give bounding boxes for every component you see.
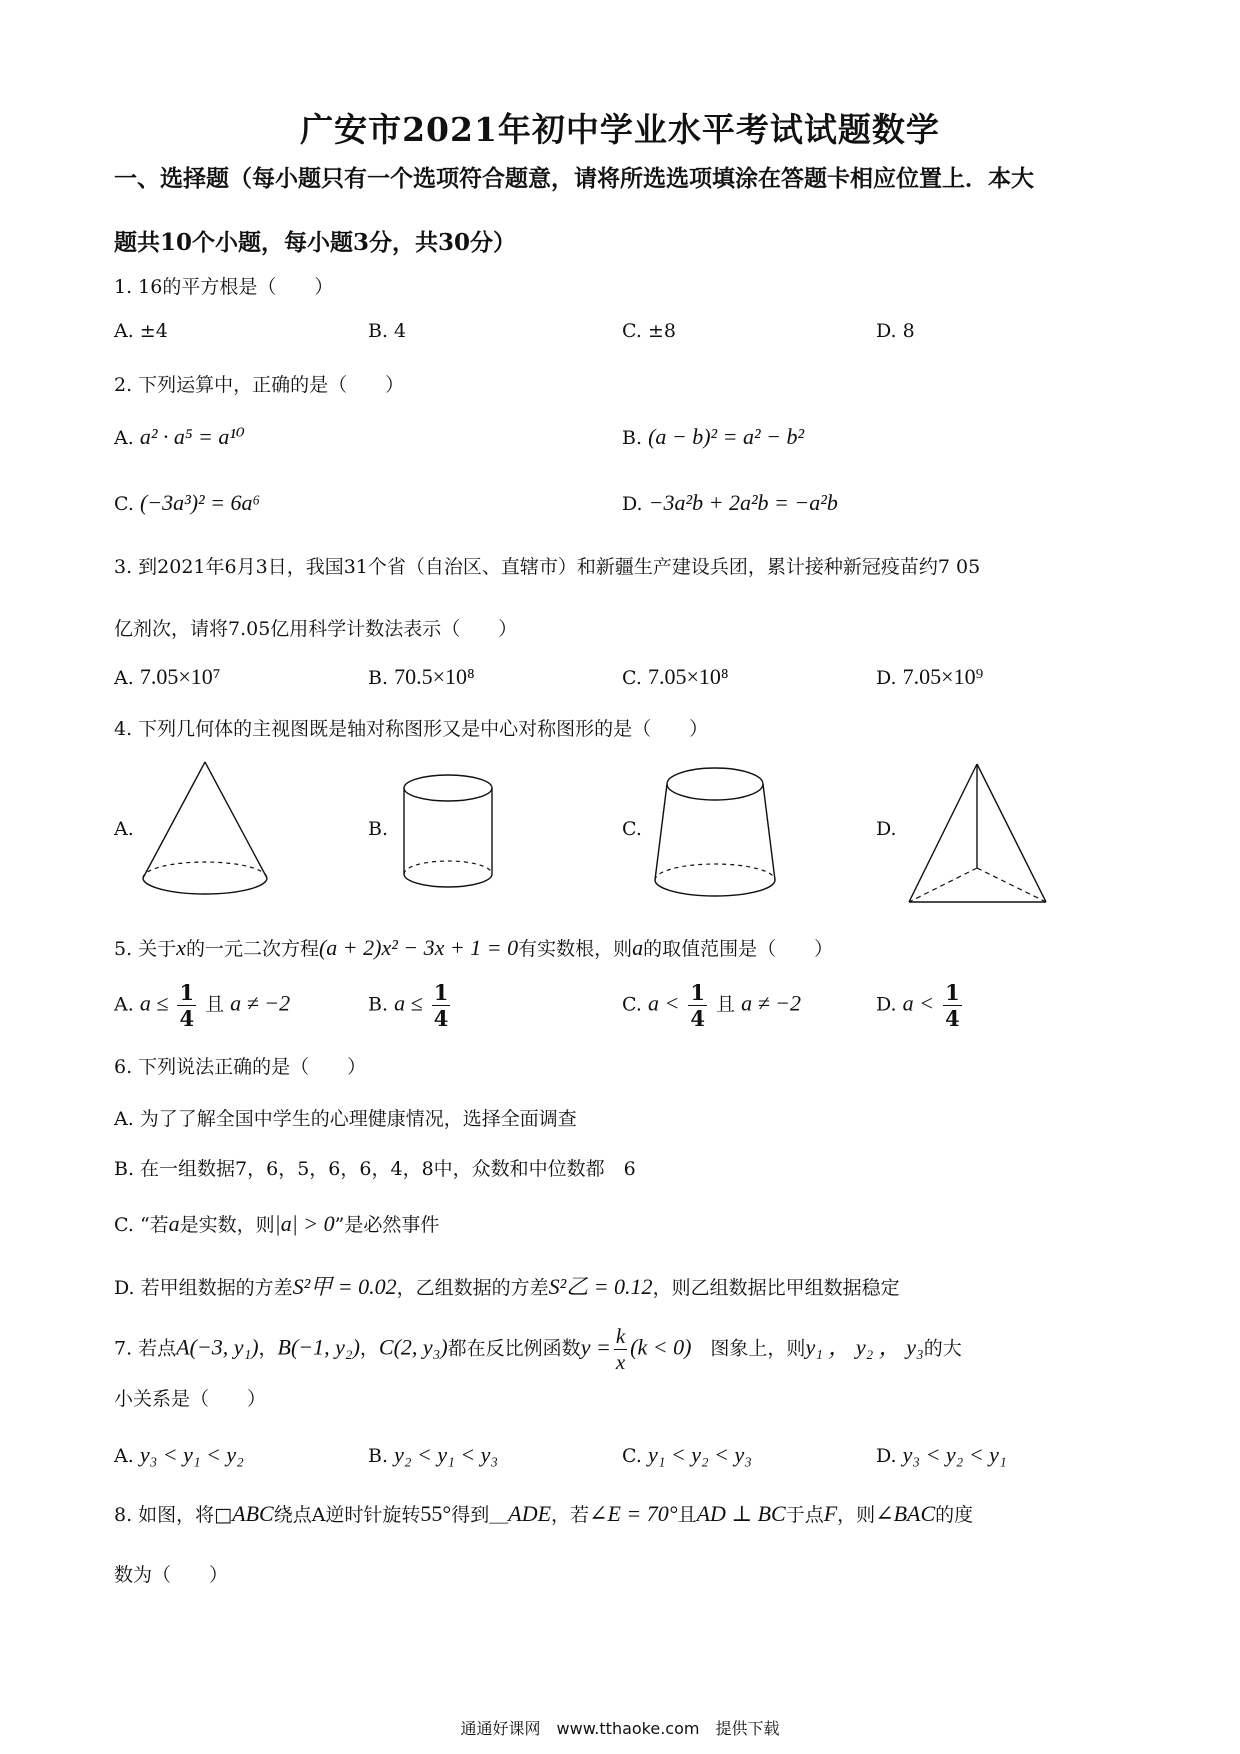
option-expression: (a − b)² = a² − b² (648, 424, 805, 449)
question-1-option-b: B. 4 (368, 320, 407, 342)
question-2-option-b (622, 424, 804, 450)
inequality: a < (647, 990, 680, 1016)
option-label: B. (622, 427, 643, 449)
denominator: 4 (690, 1006, 705, 1031)
stem-text: 于点 (785, 1504, 824, 1526)
option-label: D. (876, 993, 897, 1016)
numerator: 1 (179, 980, 195, 1005)
stem-text: 8. 如图，将□ (114, 1504, 233, 1526)
question-3-option-b (368, 664, 475, 690)
question-3-stem-line1: 3. 到2021年6月3日，我国31个省（自治区、直辖市）和新疆生产建设兵团，累计接种新冠疫苗约7 05 (114, 556, 981, 578)
numerator: 1 (690, 980, 705, 1005)
option-label: C. (622, 993, 642, 1016)
question-5-option-a (114, 982, 290, 1029)
question-7-option-d (876, 1442, 1007, 1468)
option-expression: 7.05×10⁸ (647, 664, 729, 689)
numerator: k (615, 1324, 626, 1348)
angle-value: 55° (420, 1501, 452, 1526)
stem-text: 5. 关于 (114, 938, 177, 960)
option-label: A. (114, 667, 134, 689)
point-a: A(−3, y₁) (176, 1334, 259, 1360)
stem-text: 得到＿ (451, 1504, 509, 1526)
option-label: C. (622, 667, 642, 689)
option-expression: (−3a³)² = 6a⁶ (139, 490, 261, 515)
function-condition: (k < 0) (630, 1334, 692, 1360)
numerator: 1 (945, 980, 960, 1005)
option-label: D. (876, 667, 897, 689)
option-label: B. (368, 667, 389, 689)
option-expression: 7.05×10⁷ (139, 664, 221, 689)
option-label: C. (114, 493, 134, 515)
option-label: A. (114, 993, 134, 1016)
question-5-stem (114, 934, 833, 961)
option-expression: −3a²b + 2a²b = −a²b (648, 490, 838, 515)
question-3-option-d (876, 664, 983, 690)
cone-figure (140, 760, 270, 905)
fraction (943, 982, 962, 1029)
variable-x: x (176, 935, 186, 960)
stem-text: 都在反比例函数 (447, 1337, 581, 1360)
question-8-stem-line1 (114, 1500, 973, 1527)
angle-bac: ∠BAC (875, 1501, 936, 1526)
inequality: a ≠ −2 (741, 990, 802, 1016)
question-7-option-a (114, 1442, 244, 1468)
option-label: B. (368, 993, 389, 1016)
stem-text: ，则 (837, 1504, 876, 1526)
denominator: 4 (433, 1006, 449, 1031)
question-2-stem: 2. 下列运算中，正确的是（ ） (114, 374, 405, 396)
stem-text: 的大 (923, 1337, 962, 1360)
question-6-option-c (114, 1210, 439, 1237)
section-heading-line1: 一、选择题（每小题只有一个选项符合题意，请将所选选项填涂在答题卡相应位置上．本大 (114, 165, 1034, 192)
point-f: F (823, 1501, 838, 1526)
question-7-option-b (368, 1442, 498, 1468)
function-lhs: y = (580, 1334, 611, 1360)
denominator: x (615, 1350, 626, 1374)
question-1-option-a: A. ±4 (114, 320, 168, 342)
question-5-option-d (876, 982, 965, 1029)
section-heading-line2: 题共10个小题，每小题3分，共30分） (114, 229, 517, 256)
separator: ， (359, 1337, 379, 1360)
question-8-stem-line2: 数为（ ） (114, 1564, 229, 1586)
fraction (688, 982, 707, 1029)
question-1-option-d: D. 8 (876, 320, 915, 342)
equation: (a + 2)x² − 3x + 1 = 0 (318, 935, 519, 960)
pyramid-figure (905, 760, 1050, 910)
stem-text: 的度 (935, 1504, 974, 1526)
question-4-option-b-label: B. (368, 818, 389, 840)
option-text: 是实数，则 (179, 1214, 275, 1236)
question-4-option-c-label: C. (622, 818, 642, 840)
option-expression: y₁ < y₂ < y₃ (647, 1442, 752, 1467)
question-4-option-a-label: A. (114, 818, 134, 840)
inequality: a ≤ (139, 990, 169, 1016)
and-text: 且 (716, 993, 736, 1016)
triangle-ade: ADE (508, 1501, 552, 1526)
option-text: C. “若 (114, 1214, 169, 1236)
question-4-stem: 4. 下列几何体的主视图既是轴对称图形又是中心对称图形的是（ ） (114, 718, 709, 740)
question-2-option-d (622, 490, 838, 516)
option-expression: y₂ < y₁ < y₃ (394, 1442, 498, 1467)
option-label: B. (368, 1445, 389, 1467)
option-label: D. (876, 1445, 897, 1467)
option-expression: a² · a⁵ = a¹⁰ (139, 424, 245, 449)
stem-text: 的一元二次方程 (185, 938, 319, 960)
question-3-option-c (622, 664, 729, 690)
variance-expression: S²乙 = 0.12 (548, 1274, 653, 1299)
denominator: 4 (945, 1006, 960, 1031)
point-c: C(2, y₃) (378, 1334, 448, 1360)
question-6-option-a: A. 为了了解全国中学生的心理健康情况，选择全面调查 (114, 1108, 577, 1130)
numerator: 1 (433, 980, 449, 1005)
and-text: 且 (205, 993, 225, 1016)
question-3-stem-line2: 亿剂次，请将7.05亿用科学计数法表示（ ） (114, 618, 518, 640)
function-fraction (614, 1326, 627, 1373)
footer-watermark: 通通好课网 www.tthaoke.com 提供下载 (460, 1719, 780, 1738)
question-7-stem-line2: 小关系是（ ） (114, 1388, 267, 1410)
stem-text: 且 (677, 1504, 697, 1526)
option-label: A. (114, 427, 134, 449)
stem-text: 图象上，则 (710, 1337, 806, 1360)
question-6-option-d (114, 1270, 900, 1301)
question-4-option-d-label: D. (876, 818, 897, 840)
question-1-option-c: C. ±8 (622, 320, 676, 342)
option-label: A. (114, 1445, 134, 1467)
point-b: B(−1, y₂) (277, 1334, 360, 1360)
page-title: 广安市2021年初中学业水平考试试题数学 (300, 110, 940, 149)
fraction (177, 982, 196, 1029)
y-values: y₁ ， y₂ ， y₃ (805, 1334, 924, 1360)
variable-a: a (632, 935, 644, 960)
option-text: D. 若甲组数据的方差 (114, 1277, 293, 1299)
inequality: |a| > 0 (274, 1211, 335, 1236)
question-2-option-a (114, 424, 245, 450)
option-text: ，则乙组数据比甲组数据稳定 (652, 1277, 900, 1299)
variance-expression: S²甲 = 0.02 (292, 1274, 397, 1299)
cylinder-figure (400, 772, 500, 892)
question-3-option-a (114, 664, 220, 690)
perpendicular: AD ⊥ BC (696, 1501, 786, 1526)
stem-text: 绕点A逆时针旋转 (273, 1504, 421, 1526)
option-text: ，乙组数据的方差 (396, 1277, 549, 1299)
separator: ， (258, 1337, 278, 1360)
fraction (432, 982, 451, 1029)
option-label: C. (622, 1445, 642, 1467)
triangle-abc: ABC (232, 1501, 274, 1526)
option-expression: 7.05×10⁹ (902, 664, 984, 689)
option-label: D. (622, 493, 643, 515)
option-expression: y₃ < y₂ < y₁ (902, 1442, 1007, 1467)
stem-text: ，若 (551, 1504, 590, 1526)
question-6-stem: 6. 下列说法正确的是（ ） (114, 1056, 367, 1078)
denominator: 4 (179, 1006, 195, 1031)
option-expression: y₃ < y₁ < y₂ (139, 1442, 244, 1467)
angle-e: ∠E = 70° (589, 1501, 678, 1526)
stem-text: 7. 若点 (114, 1337, 177, 1360)
question-1-stem: 1. 16的平方根是（ ） (114, 276, 334, 298)
frustum-figure (650, 762, 780, 902)
question-5-option-c (622, 982, 801, 1029)
inequality: a ≠ −2 (230, 990, 291, 1016)
inequality: a < (902, 990, 935, 1016)
question-7-stem-line1 (114, 1326, 962, 1373)
question-5-option-b (368, 982, 453, 1029)
stem-text: 的取值范围是（ ） (643, 938, 834, 960)
variable-a: a (168, 1211, 180, 1236)
stem-text: 有实数根，则 (518, 938, 633, 960)
question-6-option-b: B. 在一组数据7，6，5，6，6，4，8中，众数和中位数都 6 (114, 1158, 636, 1180)
option-expression: 70.5×10⁸ (394, 664, 475, 689)
question-7-option-c (622, 1442, 752, 1468)
inequality: a ≤ (394, 990, 423, 1016)
question-2-option-c (114, 490, 260, 516)
option-text: ”是必然事件 (334, 1214, 440, 1236)
